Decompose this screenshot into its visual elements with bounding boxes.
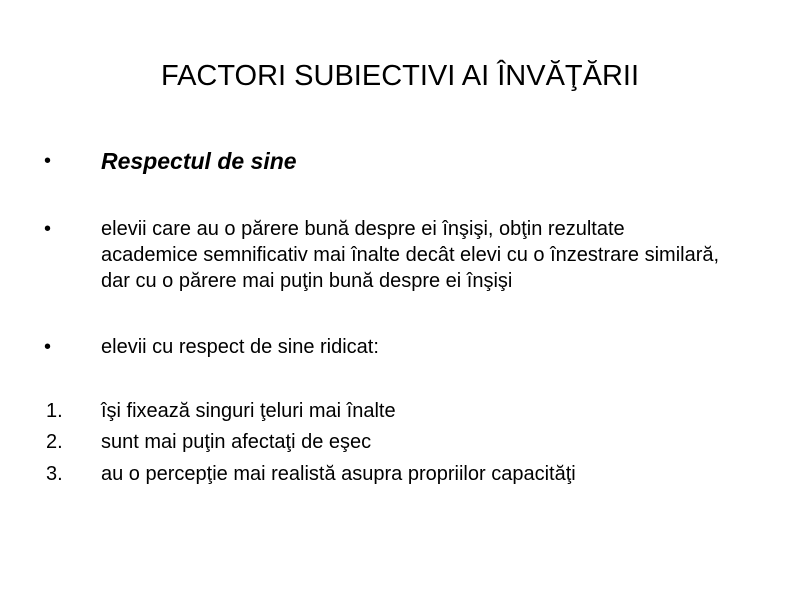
bullet-description-text: elevii care au o părere bună despre ei înşişi, obţin rezultate academice semnificativ mai înalte decât elevi cu o înzestrare similară, dar cu o părere mai puţin bună despre ei înşişi	[101, 218, 720, 292]
numbered-item-text: au o percepţie mai realistă asupra propriilor capacităţi	[101, 463, 576, 485]
number-marker: 1.	[46, 400, 63, 422]
bullet-heading-text: Respectul de sine	[101, 148, 297, 174]
bullet-marker: •	[44, 150, 52, 172]
bullet-intro-text: elevii cu respect de sine ridicat:	[101, 336, 379, 358]
bullet-marker: •	[44, 336, 52, 358]
numbered-item-text: sunt mai puţin afectaţi de eşec	[101, 431, 372, 453]
slide-title: FACTORI SUBIECTIVI AI ÎNVĂŢĂRII	[160, 60, 640, 92]
number-marker: 3.	[46, 463, 63, 485]
number-marker: 2.	[46, 431, 63, 453]
bullet-marker: •	[44, 218, 52, 240]
numbered-item-text: îşi fixează singuri ţeluri mai înalte	[101, 400, 396, 422]
